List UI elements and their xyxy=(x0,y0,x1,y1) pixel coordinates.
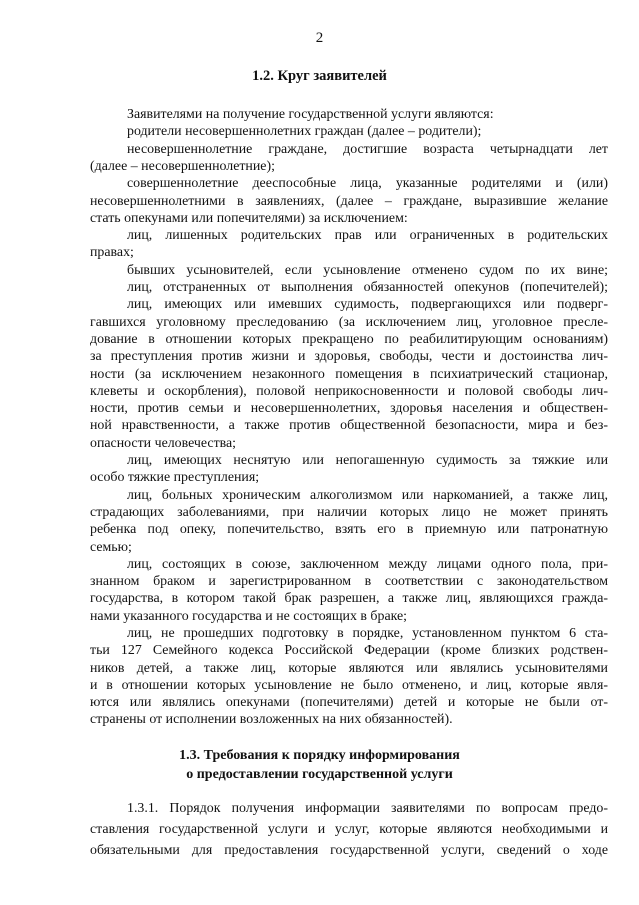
paragraph-line: ности (за исключением незаконного помещения в психиатрический стационар, xyxy=(90,367,608,382)
paragraph-line: (далее – несовершеннолетние); xyxy=(90,159,275,174)
page-number: 2 xyxy=(315,30,324,46)
paragraph-line: странены от исполнении возложенных на них обязанностей). xyxy=(90,712,453,727)
paragraph-line: страдающих заболеваниями, при наличии которых лицо не может принять xyxy=(90,505,608,520)
paragraph-line: опасности человечества; xyxy=(90,436,237,451)
paragraph-line: ной нравственности, а также против общественной безопасности, мира и без- xyxy=(90,418,608,433)
paragraph-line: лиц, имеющих неснятую или непогашенную судимость за тяжкие или xyxy=(127,453,608,468)
paragraph-line: обязательными для предоставления государственной услуги, сведений о ходе xyxy=(90,843,608,858)
paragraph-line: ются или являлись опекунами (попечителями) детей и которые не были от- xyxy=(90,695,608,710)
paragraph-line: 1.3.1. Порядок получения информации заявителями по вопросам предо- xyxy=(127,801,608,816)
paragraph-line: лиц, отстраненных от выполнения обязанностей опекунов (попечителей); xyxy=(127,280,608,295)
paragraph-line: семью; xyxy=(90,540,132,555)
paragraph-line: ребенка под опеку, попечительство, взять его в приемную или патронатную xyxy=(90,522,608,537)
paragraph-line: лиц, состоящих в союзе, заключенном между лицами одного пола, при- xyxy=(127,557,608,572)
paragraph-line: стать опекунами или попечителями) за исключением: xyxy=(90,211,408,226)
paragraph-line: лиц, не прошедших подготовку в порядке, установленном пунктом 6 ста- xyxy=(127,626,608,641)
section-heading-1-2: 1.2. Круг заявителей xyxy=(252,68,387,84)
paragraph-line: гавшихся уголовному преследованию (за исключением лиц, уголовное пресле- xyxy=(90,315,608,330)
paragraph-line: за преступления против жизни и здоровья, свободы, чести и достоинства лич- xyxy=(90,349,608,364)
paragraph-line: лиц, больных хроническим алкоголизмом или наркоманией, а также лиц, xyxy=(127,488,608,503)
paragraph-line: лиц, имеющих или имевших судимость, подвергающихся или подверг- xyxy=(127,297,608,312)
paragraph-line: ников детей, а также лиц, которые являются или являлись усыновителями xyxy=(90,661,608,676)
paragraph-line: особо тяжкие преступления; xyxy=(90,470,260,485)
paragraph-line: клеветы и оскорбления), половой неприкосновенности и половой свободы лич- xyxy=(90,384,608,399)
section-heading-1-3-cont: о предоставлении государственной услуги xyxy=(186,767,453,782)
paragraph-line: лиц, лишенных родительских прав или ограниченных в родительских xyxy=(127,228,608,243)
paragraph-line: тьи 127 Семейного кодекса Российской Федерации (кроме близких родствен- xyxy=(90,643,608,658)
paragraph-line: ности, против семьи и несовершеннолетних, здоровья населения и обществен- xyxy=(90,401,608,416)
paragraph-line: нами указанного государства и не состоящих в браке; xyxy=(90,609,408,624)
section-heading-1-3: 1.3. Требования к порядку информирования xyxy=(179,748,460,763)
paragraph-line: и в отношении которых усыновление не было отменено, и лиц, которые явля- xyxy=(90,678,608,693)
paragraph-line: бывших усыновителей, если усыновление отменено судом по их вине; xyxy=(127,263,608,278)
paragraph-line: Заявителями на получение государственной услуги являются: xyxy=(127,107,494,122)
paragraph-line: государства, в котором такой брак разрешен, а также лиц, являющихся гражда- xyxy=(90,591,608,606)
paragraph-line: знанном браком и зарегистрированном в соответствии с законодательством xyxy=(90,574,608,589)
paragraph-line: совершеннолетние дееспособные лица, указанные родителями и (или) xyxy=(127,176,608,191)
paragraph-line: родители несовершеннолетних граждан (далее – родители); xyxy=(127,124,482,139)
paragraph-line: дование в отношении которых прекращено по реабилитирующим основаниям) xyxy=(90,332,608,347)
paragraph-line: ставления государственной услуги и услуг, которые являются необходимыми и xyxy=(90,822,608,837)
paragraph-line: несовершеннолетние граждане, достигшие возраста четырнадцати лет xyxy=(127,142,608,157)
paragraph-line: несовершеннолетними в заявлениях, (далее – граждане, выразившие желание xyxy=(90,194,608,209)
paragraph-line: правах; xyxy=(90,245,134,260)
